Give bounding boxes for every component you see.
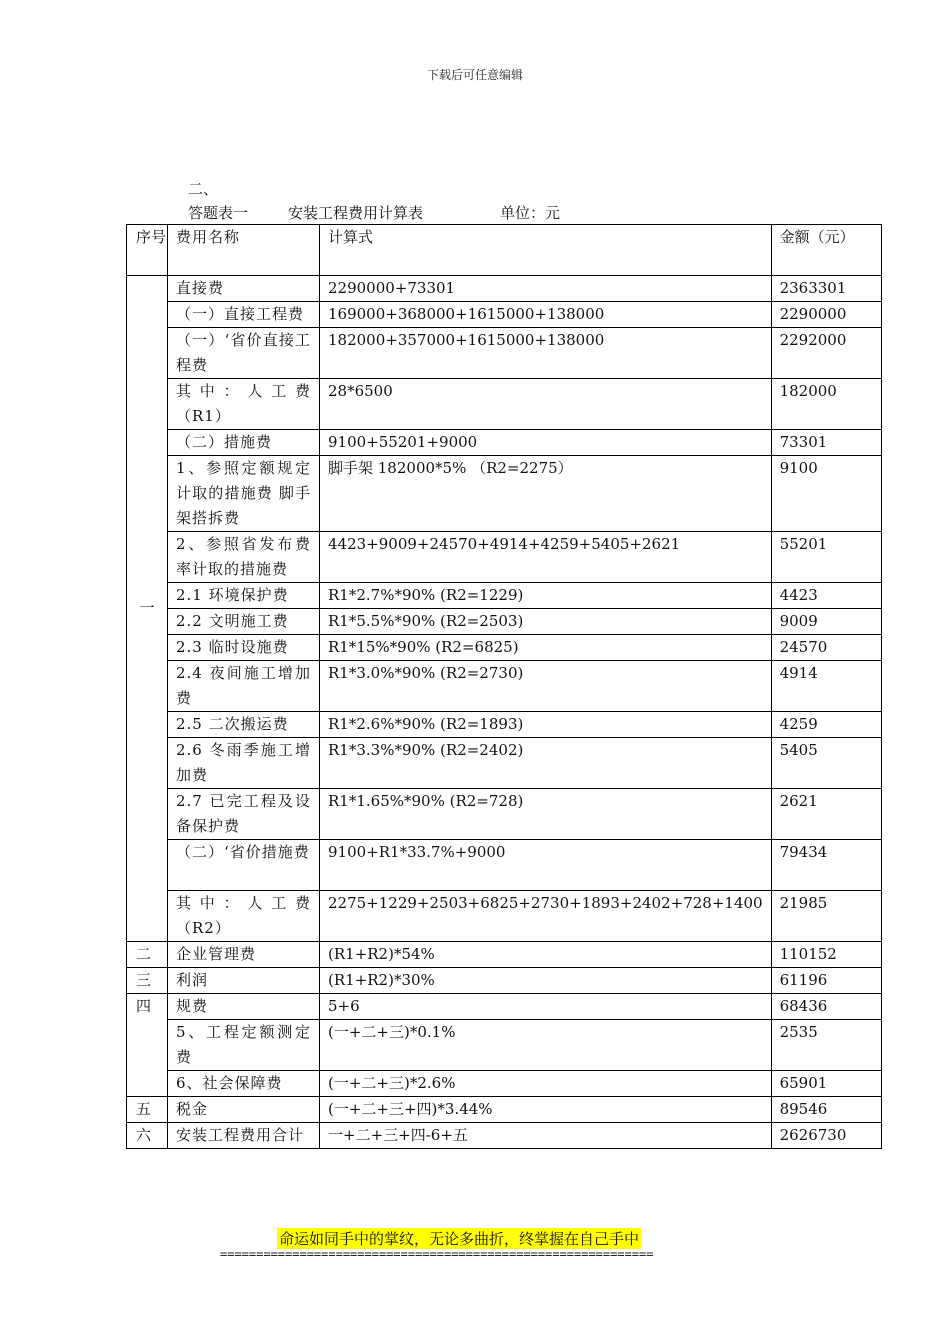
table-row xyxy=(127,1097,882,1123)
amount: 4259 xyxy=(771,712,881,738)
fee-name: （一）直接工程费 xyxy=(168,302,320,328)
formula: R1*2.7%*90% (R2=1229) xyxy=(320,583,772,609)
amount: 61196 xyxy=(771,968,881,994)
table-row xyxy=(127,635,882,661)
formula: 169000+368000+1615000+138000 xyxy=(320,302,772,328)
formula: 2275+1229+2503+6825+2730+1893+2402+728+1400 xyxy=(320,891,772,942)
amount: 2363301 xyxy=(771,276,881,302)
fee-name: （二）措施费 xyxy=(168,430,320,456)
fee-name: 税金 xyxy=(168,1097,320,1123)
amount: 68436 xyxy=(771,994,881,1020)
formula: (R1+R2)*54% xyxy=(320,942,772,968)
table-title-row xyxy=(188,202,560,223)
table-row xyxy=(127,789,882,840)
formula: (R1+R2)*30% xyxy=(320,968,772,994)
seq-cell: 五 xyxy=(127,1097,168,1123)
group-seq-1: 一 xyxy=(127,276,168,942)
formula: 5+6 xyxy=(320,994,772,1020)
amount: 4914 xyxy=(771,661,881,712)
formula: (一+二+三+四)*3.44% xyxy=(320,1097,772,1123)
fee-name: 安装工程费用合计 xyxy=(168,1123,320,1149)
formula: 2290000+73301 xyxy=(320,276,772,302)
table-header-row xyxy=(127,225,882,276)
amount: 2292000 xyxy=(771,328,881,379)
fee-name: （二）‘省价措施费 xyxy=(168,840,320,891)
seq-cell: 三 xyxy=(127,968,168,994)
amount: 79434 xyxy=(771,840,881,891)
formula: 4423+9009+24570+4914+4259+5405+2621 xyxy=(320,532,772,583)
fee-calculation-table xyxy=(126,224,882,1149)
fee-name: 规费 xyxy=(168,994,320,1020)
fee-name: 2.6 冬雨季施工增加费 xyxy=(168,738,320,789)
table-row xyxy=(127,430,882,456)
table-row xyxy=(127,583,882,609)
formula: (一+二+三)*0.1% xyxy=(320,1020,772,1071)
amount: 2535 xyxy=(771,1020,881,1071)
fee-name: （一）‘省价直接工程费 xyxy=(168,328,320,379)
footer-motto: 命运如同手中的掌纹，无论多曲折，终掌握在自己手中 xyxy=(279,1230,640,1248)
table-row xyxy=(127,276,882,302)
section-number: 二、 xyxy=(188,180,219,198)
fee-name: 2、参照省发布费率计取的措施费 xyxy=(168,532,320,583)
fee-name: 1、参照定额规定计取的措施费 脚手架搭拆费 xyxy=(168,456,320,532)
table-row xyxy=(127,942,882,968)
table-row xyxy=(127,609,882,635)
table-row xyxy=(127,379,882,430)
formula: 9100+55201+9000 xyxy=(320,430,772,456)
formula: (一+二+三)*2.6% xyxy=(320,1071,772,1097)
fee-name: 企业管理费 xyxy=(168,942,320,968)
amount: 4423 xyxy=(771,583,881,609)
table-row xyxy=(127,712,882,738)
table-row xyxy=(127,456,882,532)
formula: R1*1.65%*90% (R2=728) xyxy=(320,789,772,840)
formula: 9100+R1*33.7%+9000 xyxy=(320,840,772,891)
footer-divider: ============================================================ xyxy=(220,1247,654,1261)
unit-label: 单位：元 xyxy=(500,204,561,222)
table-row xyxy=(127,968,882,994)
table-row xyxy=(127,302,882,328)
header-amount: 金额（元） xyxy=(771,225,881,276)
table-row xyxy=(127,1020,882,1071)
formula: R1*3.0%*90% (R2=2730) xyxy=(320,661,772,712)
table-row xyxy=(127,738,882,789)
fee-name: 2.4 夜间施工增加费 xyxy=(168,661,320,712)
answer-table-label: 答题表一 xyxy=(188,204,249,222)
formula: 一+二+三+四-6+五 xyxy=(320,1123,772,1149)
amount: 2290000 xyxy=(771,302,881,328)
header-name: 费用名称 xyxy=(168,225,320,276)
table-row xyxy=(127,1123,882,1149)
table-row xyxy=(127,1071,882,1097)
table-row xyxy=(127,328,882,379)
table-row xyxy=(127,661,882,712)
fee-name: 其中：人工费（R2） xyxy=(168,891,320,942)
fee-name: 利润 xyxy=(168,968,320,994)
table-row xyxy=(127,840,882,891)
amount: 24570 xyxy=(771,635,881,661)
formula: R1*15%*90% (R2=6825) xyxy=(320,635,772,661)
amount: 5405 xyxy=(771,738,881,789)
amount: 9009 xyxy=(771,609,881,635)
amount: 65901 xyxy=(771,1071,881,1097)
formula: 28*6500 xyxy=(320,379,772,430)
seq-cell: 六 xyxy=(127,1123,168,1149)
group-seq-4: 四 xyxy=(127,994,168,1097)
formula: R1*3.3%*90% (R2=2402) xyxy=(320,738,772,789)
seq-cell: 二 xyxy=(127,942,168,968)
fee-name: 6、社会保障费 xyxy=(168,1071,320,1097)
table-row xyxy=(127,994,882,1020)
fee-name: 5、工程定额测定费 xyxy=(168,1020,320,1071)
amount: 21985 xyxy=(771,891,881,942)
table-row xyxy=(127,891,882,942)
amount: 110152 xyxy=(771,942,881,968)
fee-name: 2.5 二次搬运费 xyxy=(168,712,320,738)
amount: 182000 xyxy=(771,379,881,430)
formula: R1*5.5%*90% (R2=2503) xyxy=(320,609,772,635)
table-row xyxy=(127,532,882,583)
fee-name: 2.2 文明施工费 xyxy=(168,609,320,635)
header-formula: 计算式 xyxy=(320,225,772,276)
formula: R1*2.6%*90% (R2=1893) xyxy=(320,712,772,738)
amount: 55201 xyxy=(771,532,881,583)
formula: 182000+357000+1615000+138000 xyxy=(320,328,772,379)
fee-name: 其中：人工费（R1） xyxy=(168,379,320,430)
header-seq: 序号 xyxy=(127,225,168,276)
table-name: 安装工程费用计算表 xyxy=(288,204,424,222)
fee-name: 2.1 环境保护费 xyxy=(168,583,320,609)
fee-name: 2.7 已完工程及设备保护费 xyxy=(168,789,320,840)
fee-name: 直接费 xyxy=(168,276,320,302)
amount: 89546 xyxy=(771,1097,881,1123)
amount: 9100 xyxy=(771,456,881,532)
amount: 2621 xyxy=(771,789,881,840)
fee-name: 2.3 临时设施费 xyxy=(168,635,320,661)
formula: 脚手架 182000*5% （R2=2275） xyxy=(320,456,772,532)
header-note: 下载后可任意编辑 xyxy=(426,68,523,82)
amount: 73301 xyxy=(771,430,881,456)
amount: 2626730 xyxy=(771,1123,881,1149)
